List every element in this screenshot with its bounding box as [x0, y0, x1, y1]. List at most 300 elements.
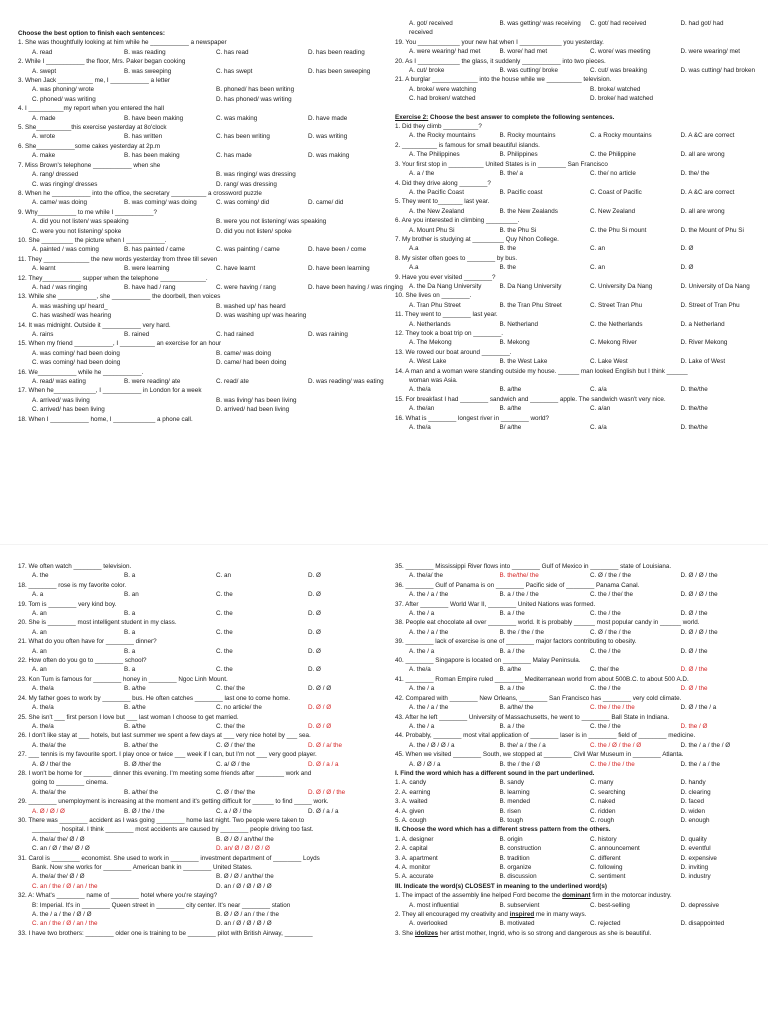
sheet2-left-column	[18, 562, 386, 938]
option: D. Ø	[680, 245, 694, 253]
question-text-end: firm in the motorcar industry.	[590, 892, 672, 900]
question-text: 5. They went to_______ last year.	[395, 198, 490, 206]
option: A. the / a / the / Ø / Ø	[32, 911, 92, 919]
option: D. have made	[308, 114, 348, 122]
option: A. the/a	[32, 722, 54, 730]
question-text: 41. ________ Roman Empire ruled ________ Mediterranean world from about 500B.C. to about 500 A.D.	[395, 675, 689, 683]
question-text: 40. ________ Singapore is located on ________ Malay Peninsula.	[395, 657, 581, 665]
option: C. announcement	[590, 845, 640, 853]
question-options	[18, 85, 386, 104]
option: D. the/the	[680, 386, 708, 394]
sheet1-right-column	[395, 19, 757, 432]
option: A. read/ was eating	[32, 378, 86, 386]
option: A. the/a	[32, 685, 54, 693]
option: B. a/the	[124, 704, 146, 712]
option: D. Ø / the	[680, 685, 708, 693]
option: B. organize	[499, 864, 532, 871]
option: B. Pacific coast	[499, 188, 543, 196]
question-options	[18, 283, 403, 292]
option: C. wore/ was meeting	[590, 48, 651, 56]
option: B. learning	[499, 788, 530, 796]
option: B. was coming/ was doing	[124, 199, 197, 207]
option: D. Ø / Ø	[308, 722, 332, 730]
option: D. depressive	[680, 901, 719, 909]
option: D. Ø / Ø	[308, 704, 332, 712]
option: B. the/ a	[499, 170, 523, 178]
question-options	[395, 647, 757, 656]
option: B. a/the	[499, 386, 522, 394]
option: A.a	[409, 245, 419, 253]
option: C. has washed/ was hearing	[32, 312, 112, 320]
option: C. had rained	[216, 331, 254, 338]
option: B. risen	[499, 807, 521, 815]
option: B. phoned/ has been writing	[216, 86, 295, 94]
question-text: 2. While I ___________ the floor, Mrs. Paker began cooking	[18, 58, 186, 66]
option: C. the/ the	[590, 666, 620, 674]
option: B. were learning	[124, 265, 170, 273]
option: C. naked	[590, 798, 616, 806]
option: A. the / a	[409, 647, 435, 655]
option: D. has been reading	[308, 48, 365, 56]
word-options	[395, 872, 757, 881]
option: D. an / Ø / Ø / Ø / Ø	[216, 882, 272, 890]
option: C. arrived/ has been living	[32, 406, 105, 414]
option: C. University Da Nang	[590, 282, 653, 290]
option: C. Coast of Pacific	[590, 188, 642, 196]
question-text: 27. ___ tennis is my favourite sport. I play once or twice ___ week if I can, but I'm not ___ very good player.	[18, 751, 317, 759]
word-options	[395, 788, 757, 797]
option: B. subservient	[499, 901, 540, 909]
section-1-items	[395, 778, 757, 825]
option: B. a / the	[499, 647, 525, 655]
question-text: 19. Tom is ________ very kind boy.	[18, 600, 117, 608]
option: C. the/ the	[216, 722, 246, 730]
question-options	[18, 665, 386, 674]
option: A. the/a/ the	[32, 788, 66, 796]
option: C. the / the/ the	[590, 591, 634, 599]
option: C. an	[590, 264, 606, 272]
option: A. Ø / Ø / Ø	[32, 807, 65, 815]
option: D. came/ had been doing	[216, 359, 287, 367]
option: 2. A. earning	[395, 788, 431, 796]
option: A. the / a	[409, 610, 435, 618]
question-options	[18, 170, 386, 189]
question-options	[395, 188, 757, 197]
option: D. A &C are correct	[680, 132, 735, 140]
option: D. Ø / the	[680, 647, 708, 655]
question-text: 26. I don't like stay at ___ hotels, but last summer we spent a few days at ___ very nice hotel by ___ sea.	[18, 732, 311, 740]
option: B. a/the/ the	[124, 788, 158, 796]
option: B. a / the	[499, 610, 525, 618]
option: B. a / the / the	[499, 591, 539, 599]
option: C. Lake West	[590, 358, 628, 366]
question-options	[18, 590, 386, 599]
option: C. got/ had received	[590, 20, 647, 27]
option: C. has made	[216, 152, 252, 160]
option: A. was phoning/ wrote	[32, 86, 94, 94]
option: D. Ø / the	[680, 610, 708, 618]
option: C. was coming/ did	[216, 199, 270, 207]
section-1-heading: I. Find the word which has a different sound in the part underlined.	[395, 769, 595, 777]
question-options	[395, 150, 757, 159]
question-text: 5. She__________this exercise yesterday at 8o'clock	[18, 124, 167, 132]
question-text: 30. There was ________ accident as I was going ________ home last night. Two people were taken to	[18, 816, 305, 824]
option: B/ a/the	[499, 424, 522, 432]
option: C. rejected	[590, 920, 621, 928]
option: C. has swept	[216, 67, 253, 75]
question-text: 4. I __________my report when you entered the hall	[18, 105, 164, 113]
question-text: 2. __________ is famous for small beautiful islands.	[395, 141, 540, 149]
option: B. tough	[499, 816, 523, 824]
option: C. the	[216, 628, 233, 636]
question-text: 36. ________ Gulf of Panama is on ________ Pacific side of ________ Panama Canal.	[395, 581, 640, 589]
option: D. Ø	[308, 647, 321, 655]
option: C. has read	[216, 48, 249, 56]
option: A. an	[32, 628, 47, 636]
option: 4. A. monitor	[395, 864, 431, 871]
option: B. Netherland	[499, 320, 539, 328]
question-text-end: her artist mother, Ingrid, who is so strong and dangerous as she is beautiful.	[438, 929, 652, 937]
question-options	[18, 245, 386, 254]
option: D. all are wrong	[680, 207, 725, 215]
option: B. a	[124, 572, 136, 580]
option: B. the Phu Si	[499, 226, 537, 234]
option: D. was raining	[308, 331, 348, 338]
option: D. has phoned/ was writing	[216, 95, 292, 103]
question-options	[395, 722, 757, 731]
option: B. the Tran Phu Street	[499, 301, 562, 309]
option: C. rough	[590, 816, 615, 824]
option: D. was cutting/ had broken	[680, 67, 756, 75]
option: C. the / the	[590, 647, 621, 655]
question-text: 32. A: What's ________ name of ________ hotel where you're staying?	[18, 892, 218, 900]
option: A. the / a / the	[409, 628, 449, 636]
word-options	[395, 863, 757, 872]
option: C. Mekong River	[590, 339, 637, 347]
option: B. discussion	[499, 873, 537, 881]
question-text: 18. ________ rose is my favorite color.	[18, 581, 127, 589]
option: A. most influential	[409, 901, 459, 909]
question-text: 11. They _____________ the new words yesterday from three till seven	[18, 255, 218, 263]
option: B. sandy	[499, 779, 525, 787]
question-options	[395, 244, 757, 253]
question-text-start: 1. The impact of the assembly line helped Ford become the	[395, 892, 563, 900]
option: A.a	[409, 264, 419, 272]
option: 5. A. accurate	[395, 873, 434, 881]
question-options	[395, 703, 757, 712]
question-text	[395, 910, 757, 919]
option: D. widen	[680, 807, 705, 815]
underlined-word: idolizes	[414, 929, 439, 937]
option: B. Ø / Ø / an/the/ the	[216, 873, 274, 881]
option: C. an / the / Ø / an / the	[32, 920, 98, 928]
question-text: 6. Are you interested in climbing _________.	[395, 217, 520, 225]
question-options	[18, 703, 386, 712]
option: B. a/the	[499, 405, 522, 413]
option: D. Ø / Ø / the	[680, 628, 718, 636]
option: C. an	[590, 245, 606, 253]
articles-questions-right	[395, 562, 757, 769]
question-options	[18, 788, 386, 797]
option: B. the New Zealands	[499, 207, 558, 215]
option: C. the / the	[590, 610, 621, 618]
option: B. the / the / Ø	[499, 760, 541, 768]
option: C. best-selling	[590, 901, 630, 909]
option: A. was washing up/ heard_	[32, 302, 108, 310]
question-text: 1. Did they climb __________?	[395, 123, 482, 131]
question-text: 7. Miss Brown's telephone ___________ when she	[18, 161, 161, 169]
option: D. was reading/ was eating	[308, 378, 384, 386]
option: D. Ø	[308, 666, 321, 674]
option: B. has painted / came	[124, 246, 185, 254]
question-text: 3. Your first stop in __________ United States is in ________ San Francisco	[395, 160, 608, 168]
option: B. the/ a / the / a	[499, 741, 546, 749]
option: B. the	[499, 264, 516, 272]
option: D. was writing	[308, 133, 348, 141]
option: B. a	[124, 610, 136, 618]
exercise-2-label: Exercise 2:	[395, 113, 429, 121]
option: D. Lake of West	[680, 358, 726, 366]
question-text: 22. How often do you go to ________ school?	[18, 657, 147, 665]
question-text: 23. Kon Tum is famous for ________ honey in ________ Ngoc Linh Mount.	[18, 675, 228, 683]
option: D. broke/ had watched	[590, 95, 654, 103]
question-text	[395, 929, 757, 938]
option: B. a	[124, 666, 136, 674]
option: D. Ø	[308, 591, 321, 599]
question-options	[395, 385, 757, 394]
option: D. industry	[680, 873, 711, 881]
option: C. were you not listening/ spoke	[32, 227, 122, 235]
option: D. disappointed	[680, 920, 725, 928]
question-options	[18, 48, 386, 57]
option: A. were wearing/ had met	[409, 48, 481, 56]
option: B. a	[124, 628, 136, 636]
question-text: ________ hospital. I think ________ most accidents are caused by ________ people driving too fast.	[32, 826, 314, 834]
question-text: 25. She isn't ___ first person I love but ___ last woman I choose to get married.	[18, 713, 239, 721]
option: D. was making	[308, 152, 350, 160]
question-options	[18, 302, 386, 321]
option: A. an	[32, 666, 47, 674]
question-options	[18, 217, 386, 236]
question-text: 17. We often watch ________ television.	[18, 563, 132, 570]
option: D. Ø / the	[680, 666, 708, 674]
option: D. the / Ø	[680, 722, 708, 730]
option: D. did you not listen/ spoke	[216, 227, 292, 235]
option: C. sentiment	[590, 873, 626, 881]
question-text: 20. She is ________ most intelligent student in my class.	[18, 619, 177, 627]
question-text: 18. When I ___________ home, I ____________ a phone call.	[18, 415, 193, 423]
option: D. was washing up/ was hearing	[216, 312, 307, 320]
option: D. the/ the	[680, 170, 710, 178]
option: D. an / Ø / Ø / Ø / Ø	[216, 920, 272, 928]
question-options	[18, 571, 386, 580]
option: D. River Mekong	[680, 339, 728, 347]
question-text: 10. She _________ the picture when I ___________.	[18, 236, 167, 244]
question-options	[18, 835, 386, 854]
option: B. was living/ has been living	[216, 396, 297, 404]
option: A. make	[32, 152, 56, 160]
question-text: 16. We___________ while he ___________.	[18, 368, 144, 376]
option: D. the / a / the / Ø	[680, 741, 731, 749]
option: A. West Lake	[409, 358, 447, 366]
option: D. Ø	[308, 628, 321, 636]
question-options	[395, 131, 757, 140]
question-text	[395, 891, 757, 900]
option: C. read/ ate	[216, 378, 249, 386]
question-text: 13. We rowed our boat around ________.	[395, 348, 512, 356]
option: B. a/the/ the	[499, 704, 534, 712]
option: A. Tran Phu Street	[409, 301, 461, 309]
question-options	[18, 760, 386, 769]
question-text: 35. ________ Mississippi River flows into ________ Gulf of Mexico in ________ state of Louisiana.	[395, 563, 672, 570]
question-text: 20. As I ____________ the glass, it suddenly ___________ into two pieces.	[395, 57, 606, 65]
option: D. handy	[680, 779, 706, 787]
option: A. rains	[32, 331, 54, 338]
option: B. rained	[124, 331, 150, 338]
question-text: 38. People eat chocolate all over ________ world. It is probably ______ most popular candy in ______ world.	[395, 619, 700, 627]
question-options	[395, 609, 757, 618]
option: C. the / the	[590, 685, 621, 693]
option: B. Ø / Ø / an / the / the	[216, 911, 279, 919]
option: C. phoned/ was writing	[32, 95, 96, 103]
option: B. came/ was doing	[216, 349, 271, 357]
option: D. were wearing/ met	[680, 48, 740, 56]
question-text: 13. While she ___________, she ___________ the doorbell, then voices	[18, 293, 221, 301]
option: C. the / the	[590, 722, 621, 730]
option: C. an / Ø / the/ Ø / Ø	[32, 845, 90, 853]
question-text: 15. When my friend ___________, I __________ an exercise for an hour	[18, 340, 222, 348]
option: B. Philippines	[499, 151, 538, 159]
question-options	[18, 647, 386, 656]
question-text-start: 3. She	[395, 929, 415, 937]
option: D. University of Da Nang	[680, 282, 750, 290]
option: D. rang/ was dressing	[216, 180, 277, 188]
option: 1. A. candy	[395, 779, 427, 787]
option: A. wrote	[32, 133, 56, 141]
question-text: 8. My sister often goes to ________ by bus.	[395, 254, 518, 262]
option: A. overlooked	[409, 920, 448, 928]
option: B. was sweeping	[124, 67, 172, 75]
option: C. the	[216, 647, 233, 655]
option: D. Street of Tran Phu	[680, 301, 740, 309]
option: D. had got/ had	[680, 20, 724, 27]
option: D. Ø / a/ the	[308, 741, 342, 749]
question-text: 31. Carol is ________ economist. She used to work in ________ investment department of ________ Loyds	[18, 854, 320, 862]
option: D. clearing	[680, 788, 711, 796]
option: 2. A. capital	[395, 845, 428, 853]
question-options	[18, 349, 386, 368]
option: B. was ringing/ was dressing	[216, 171, 296, 179]
option: B. have had / rang	[124, 283, 176, 291]
option: A. the / a	[409, 685, 435, 693]
question-text: 10. She lives on ________.	[395, 292, 472, 300]
option: D. A &C are correct	[680, 188, 735, 196]
question-options	[395, 169, 757, 178]
option: A. the/a	[409, 386, 431, 394]
option: C. the/ no article	[590, 170, 636, 178]
question-options	[18, 114, 386, 123]
option: D. the / a / the	[680, 760, 721, 768]
question-options	[395, 66, 757, 75]
question-options	[395, 919, 757, 928]
option: A. did you not listen/ was speaking	[32, 218, 129, 226]
question-text: 17. When he____________, I ___________ in London for a week	[18, 387, 202, 395]
question-options	[18, 872, 386, 891]
option: 1. A. designer	[395, 835, 434, 843]
option: C. an / the / Ø / an / the	[32, 882, 98, 890]
question-text: 4. Did they drive along ________?	[395, 179, 491, 187]
question-options	[18, 264, 386, 273]
option: A. learnt	[32, 265, 56, 273]
question-options	[18, 628, 386, 637]
option: B. Ø /the/ the	[124, 760, 162, 768]
option: D. the Mount of Phu Si	[680, 226, 744, 234]
option: A. was coming/ had been doing	[32, 349, 120, 357]
word-options	[395, 778, 757, 787]
option: A. got/ received	[409, 20, 453, 27]
option: B. an	[124, 591, 139, 599]
option: A. came/ was doing	[32, 199, 87, 207]
option: B. washed up/ has heard	[216, 302, 286, 310]
question-options	[395, 263, 757, 272]
option: A. Netherlands	[409, 320, 451, 328]
option: C. the Netherlands	[590, 320, 643, 328]
question-text: 29. ________ unemployment is increasing at the moment and it's getting difficult for ______ to find _____ work.	[18, 798, 329, 806]
option: C. a / Ø / the	[216, 807, 252, 815]
option: B. a/the/ the	[124, 741, 158, 749]
question-18-options	[395, 19, 757, 28]
option: C. following	[590, 864, 623, 871]
question-options	[395, 226, 757, 235]
question-text: 19. You ____________ your new hat when I ____________ you yesterday.	[395, 38, 604, 46]
option: 5. A. cough	[395, 816, 427, 824]
option: C. had broken/ watched	[409, 95, 476, 103]
exercise-2-instruction: Choose the best answer to complete the following sentences.	[428, 113, 615, 121]
option: C. has been writing	[216, 133, 270, 141]
worksheet-sheet-1	[0, 16, 768, 536]
option: B. have been making	[124, 114, 184, 122]
word-options	[395, 844, 757, 853]
section-2-items	[395, 835, 757, 882]
option: D. expensive	[680, 854, 717, 862]
option: A. an	[32, 610, 47, 618]
option: C. an	[216, 572, 232, 580]
question-text: 21. What do you often have for ________ dinner?	[18, 638, 157, 646]
option: A. the/a	[409, 666, 431, 674]
question-options	[395, 301, 757, 310]
option: A. Ø / the/ the	[32, 760, 71, 768]
option: A. cut/ broke	[409, 67, 445, 75]
option: D. Ø / Ø / the	[308, 788, 346, 796]
option: C. was painting / came	[216, 246, 280, 254]
option: C. no article/ the	[216, 704, 262, 712]
option: B. construction	[499, 845, 542, 853]
option: D. have been / come	[308, 246, 367, 254]
option: A. Mount Phu Si	[409, 226, 455, 234]
option: B. motivated	[499, 920, 535, 928]
option: A. a / the	[409, 170, 435, 178]
option: C. have learnt	[216, 265, 256, 273]
question-options	[18, 67, 386, 76]
option: A. the/an	[409, 405, 435, 413]
question-options	[395, 760, 757, 769]
option: A. broke/ were watching	[409, 85, 477, 93]
option: D. an/ Ø / Ø / Ø / Ø	[216, 845, 270, 853]
question-text: 45. When we visited ________ South, we stopped at ________ Civil War Museum in ________ Atlanta.	[395, 751, 684, 759]
sheet1-left-column	[18, 16, 403, 424]
option: D. Ø / Ø / the	[680, 591, 718, 599]
option: C. the	[216, 610, 233, 618]
